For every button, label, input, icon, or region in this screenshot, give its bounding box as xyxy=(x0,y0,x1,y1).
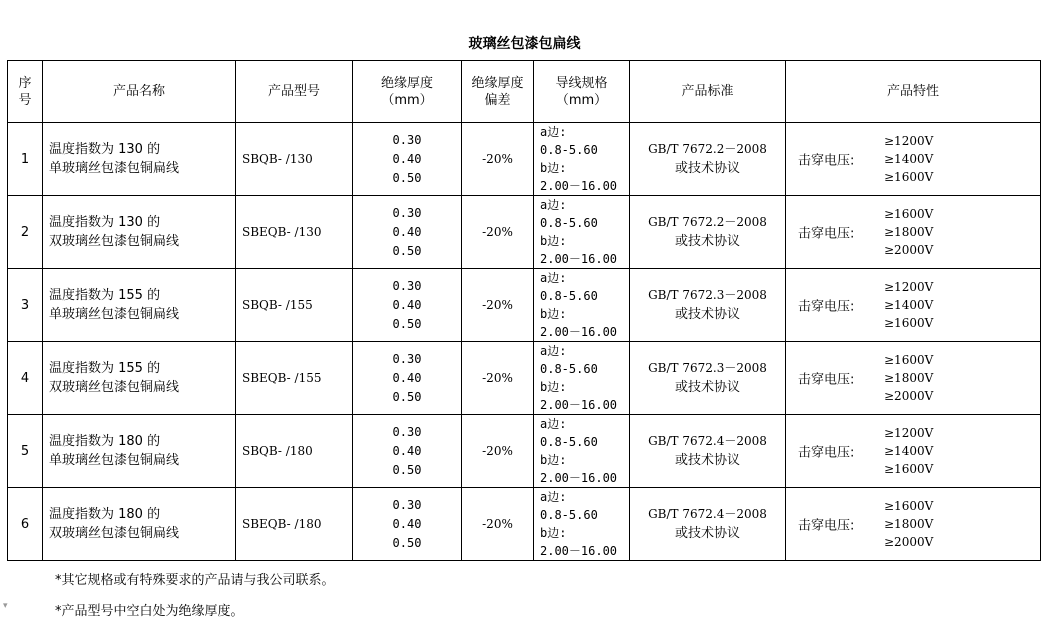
spec-line: 2.00－16.00 xyxy=(540,544,618,558)
thickness-value: 0.40 xyxy=(392,224,422,239)
cell-spec xyxy=(534,196,630,269)
feature-value: ≥1600V xyxy=(884,499,934,513)
standard-alt: 或技术协议 xyxy=(674,234,740,249)
cell-thickness xyxy=(353,269,462,342)
feature-value: ≥1600V xyxy=(884,353,934,367)
spec-line: b边: xyxy=(540,307,567,321)
header-spec xyxy=(534,61,630,123)
feature-value: ≥1800V xyxy=(884,371,934,385)
cell-model: SBQB- /180 xyxy=(236,415,353,488)
header-thickness xyxy=(353,61,462,123)
header-name: 产品名称 xyxy=(43,61,236,123)
cell-deviation: -20% xyxy=(462,342,534,415)
header-spec-line1: 导线规格 xyxy=(555,75,608,91)
standard-code: GB/T 7672.4－2008 xyxy=(648,434,767,448)
table-row xyxy=(8,488,1041,561)
feature-values xyxy=(884,278,933,332)
spec-line: 2.00－16.00 xyxy=(540,179,618,193)
thickness-value: 0.40 xyxy=(392,297,422,312)
feature-values xyxy=(884,351,933,405)
cell-spec xyxy=(534,269,630,342)
feature-value: ≥2000V xyxy=(884,389,934,403)
header-deviation-line1: 绝缘厚度 xyxy=(471,75,524,91)
spec-line: 0.8-5.60 xyxy=(540,289,598,303)
feature-value: ≥1200V xyxy=(884,426,934,440)
standard-code: GB/T 7672.2－2008 xyxy=(648,142,767,156)
cell-name-line2: 双玻璃丝包漆包铜扁线 xyxy=(49,234,180,249)
cell-thickness xyxy=(353,488,462,561)
spec-line: b边: xyxy=(540,161,567,175)
thickness-value: 0.30 xyxy=(392,424,422,439)
cell-name xyxy=(43,488,236,561)
feature-label: 击穿电压: xyxy=(798,226,855,242)
cell-deviation: -20% xyxy=(462,415,534,488)
spec-line: 2.00－16.00 xyxy=(540,471,618,485)
spec-line: b边: xyxy=(540,453,567,467)
feature-value: ≥1600V xyxy=(884,462,934,476)
header-standard: 产品标准 xyxy=(630,61,786,123)
cell-name-line1: 温度指数为 180 的 xyxy=(49,507,161,522)
cell-name-line2: 单玻璃丝包漆包铜扁线 xyxy=(49,307,180,322)
thickness-value: 0.30 xyxy=(392,132,422,147)
feature-value: ≥2000V xyxy=(884,535,934,549)
feature-values xyxy=(884,205,933,259)
cursor-mark-icon: ▾ xyxy=(3,601,8,611)
page-title: 玻璃丝包漆包扁线 xyxy=(468,36,581,52)
cell-deviation: -20% xyxy=(462,269,534,342)
feature-value: ≥1800V xyxy=(884,225,934,239)
header-deviation-line2: 偏差 xyxy=(484,92,511,108)
cell-name-line2: 双玻璃丝包漆包铜扁线 xyxy=(49,526,180,541)
feature-label: 击穿电压: xyxy=(798,445,855,461)
header-deviation xyxy=(462,61,534,123)
spec-line: 2.00－16.00 xyxy=(540,398,618,412)
cell-standard xyxy=(630,342,786,415)
feature-values xyxy=(884,497,933,551)
feature-values xyxy=(884,424,933,478)
cell-seq: 6 xyxy=(8,488,43,561)
thickness-value: 0.30 xyxy=(392,205,422,220)
product-table xyxy=(7,60,1041,561)
feature-values xyxy=(884,132,933,186)
table-row xyxy=(8,196,1041,269)
feature-label: 击穿电压: xyxy=(798,299,855,315)
thickness-value: 0.30 xyxy=(392,497,422,512)
cell-feature xyxy=(786,415,1041,488)
cell-name-line2: 双玻璃丝包漆包铜扁线 xyxy=(49,380,180,395)
spec-line: 0.8-5.60 xyxy=(540,362,598,376)
cell-standard xyxy=(630,196,786,269)
cell-model: SBEQB- /130 xyxy=(236,196,353,269)
feature-value: ≥1600V xyxy=(884,207,934,221)
cell-thickness xyxy=(353,123,462,196)
table-row xyxy=(8,415,1041,488)
feature-value: ≥2000V xyxy=(884,243,934,257)
spec-line: a边: xyxy=(540,198,567,212)
cell-spec xyxy=(534,415,630,488)
spec-line: a边: xyxy=(540,417,567,431)
thickness-value: 0.50 xyxy=(392,535,422,550)
thickness-value: 0.50 xyxy=(392,316,422,331)
cell-name xyxy=(43,415,236,488)
thickness-value: 0.50 xyxy=(392,462,422,477)
feature-value: ≥1400V xyxy=(884,444,934,458)
cell-feature xyxy=(786,269,1041,342)
feature-value: ≥1600V xyxy=(884,316,934,330)
spec-line: 0.8-5.60 xyxy=(540,435,598,449)
spec-line: 0.8-5.60 xyxy=(540,143,598,157)
cell-name-line1: 温度指数为 130 的 xyxy=(49,142,161,157)
standard-alt: 或技术协议 xyxy=(674,161,740,176)
cell-name-line2: 单玻璃丝包漆包铜扁线 xyxy=(49,453,180,468)
cell-spec xyxy=(534,123,630,196)
feature-value: ≥1800V xyxy=(884,517,934,531)
thickness-value: 0.40 xyxy=(392,443,422,458)
spec-line: a边: xyxy=(540,344,567,358)
header-thickness-line1: 绝缘厚度 xyxy=(380,75,433,91)
cell-model: SBEQB- /180 xyxy=(236,488,353,561)
thickness-value: 0.40 xyxy=(392,151,422,166)
cell-thickness xyxy=(353,415,462,488)
cell-name xyxy=(43,123,236,196)
thickness-value: 0.30 xyxy=(392,351,422,366)
standard-alt: 或技术协议 xyxy=(674,307,740,322)
cell-deviation: -20% xyxy=(462,123,534,196)
cell-standard xyxy=(630,123,786,196)
header-seq-line2: 号 xyxy=(18,92,32,108)
feature-label: 击穿电压: xyxy=(798,153,855,169)
thickness-value: 0.50 xyxy=(392,243,422,258)
cell-feature xyxy=(786,342,1041,415)
thickness-value: 0.50 xyxy=(392,170,422,185)
cell-name xyxy=(43,342,236,415)
cell-thickness xyxy=(353,196,462,269)
standard-code: GB/T 7672.3－2008 xyxy=(648,361,767,375)
spec-line: 2.00－16.00 xyxy=(540,325,618,339)
table-row xyxy=(8,342,1041,415)
header-spec-unit: （mm） xyxy=(555,92,608,108)
cell-name-line1: 温度指数为 180 的 xyxy=(49,434,161,449)
cell-spec xyxy=(534,488,630,561)
cell-name-line1: 温度指数为 155 的 xyxy=(49,288,161,303)
cell-seq: 3 xyxy=(8,269,43,342)
standard-alt: 或技术协议 xyxy=(674,453,740,468)
header-seq xyxy=(8,61,43,123)
cell-feature xyxy=(786,488,1041,561)
spec-line: 0.8-5.60 xyxy=(540,508,598,522)
cell-spec xyxy=(534,342,630,415)
cell-deviation: -20% xyxy=(462,488,534,561)
cell-model: SBQB- /130 xyxy=(236,123,353,196)
thickness-value: 0.40 xyxy=(392,370,422,385)
cell-seq: 5 xyxy=(8,415,43,488)
cell-feature xyxy=(786,123,1041,196)
thickness-value: 0.50 xyxy=(392,389,422,404)
note-model-blank: *产品型号中空白处为绝缘厚度。 xyxy=(55,604,244,619)
thickness-value: 0.30 xyxy=(392,278,422,293)
cell-model: SBQB- /155 xyxy=(236,269,353,342)
table-header-row xyxy=(8,61,1041,123)
spec-line: a边: xyxy=(540,125,567,139)
cell-seq: 4 xyxy=(8,342,43,415)
cell-feature xyxy=(786,196,1041,269)
thickness-value: 0.40 xyxy=(392,516,422,531)
feature-value: ≥1200V xyxy=(884,134,934,148)
standard-code: GB/T 7672.4－2008 xyxy=(648,507,767,521)
cell-model: SBEQB- /155 xyxy=(236,342,353,415)
spec-line: b边: xyxy=(540,526,567,540)
header-seq-line1: 序 xyxy=(18,75,32,91)
spec-line: a边: xyxy=(540,490,567,504)
cell-name-line2: 单玻璃丝包漆包铜扁线 xyxy=(49,161,180,176)
cell-seq: 2 xyxy=(8,196,43,269)
standard-alt: 或技术协议 xyxy=(674,380,740,395)
feature-label: 击穿电压: xyxy=(798,518,855,534)
feature-label: 击穿电压: xyxy=(798,372,855,388)
spec-line: a边: xyxy=(540,271,567,285)
cell-deviation: -20% xyxy=(462,196,534,269)
spec-line: b边: xyxy=(540,234,567,248)
cell-name-line1: 温度指数为 155 的 xyxy=(49,361,161,376)
spec-line: 2.00－16.00 xyxy=(540,252,618,266)
table-row xyxy=(8,269,1041,342)
table-row xyxy=(8,123,1041,196)
feature-value: ≥1400V xyxy=(884,152,934,166)
cell-name-line1: 温度指数为 130 的 xyxy=(49,215,161,230)
standard-alt: 或技术协议 xyxy=(674,526,740,541)
cell-standard xyxy=(630,269,786,342)
cell-standard xyxy=(630,415,786,488)
cell-name xyxy=(43,196,236,269)
spec-line: b边: xyxy=(540,380,567,394)
cell-seq: 1 xyxy=(8,123,43,196)
cell-standard xyxy=(630,488,786,561)
header-thickness-unit: （mm） xyxy=(381,92,433,108)
standard-code: GB/T 7672.3－2008 xyxy=(648,288,767,302)
header-feature: 产品特性 xyxy=(786,61,1041,123)
cell-thickness xyxy=(353,342,462,415)
feature-value: ≥1400V xyxy=(884,298,934,312)
header-model: 产品型号 xyxy=(236,61,353,123)
feature-value: ≥1200V xyxy=(884,280,934,294)
cell-name xyxy=(43,269,236,342)
note-contact: *其它规格或有特殊要求的产品请与我公司联系。 xyxy=(55,573,335,588)
feature-value: ≥1600V xyxy=(884,170,934,184)
standard-code: GB/T 7672.2－2008 xyxy=(648,215,767,229)
spec-line: 0.8-5.60 xyxy=(540,216,598,230)
